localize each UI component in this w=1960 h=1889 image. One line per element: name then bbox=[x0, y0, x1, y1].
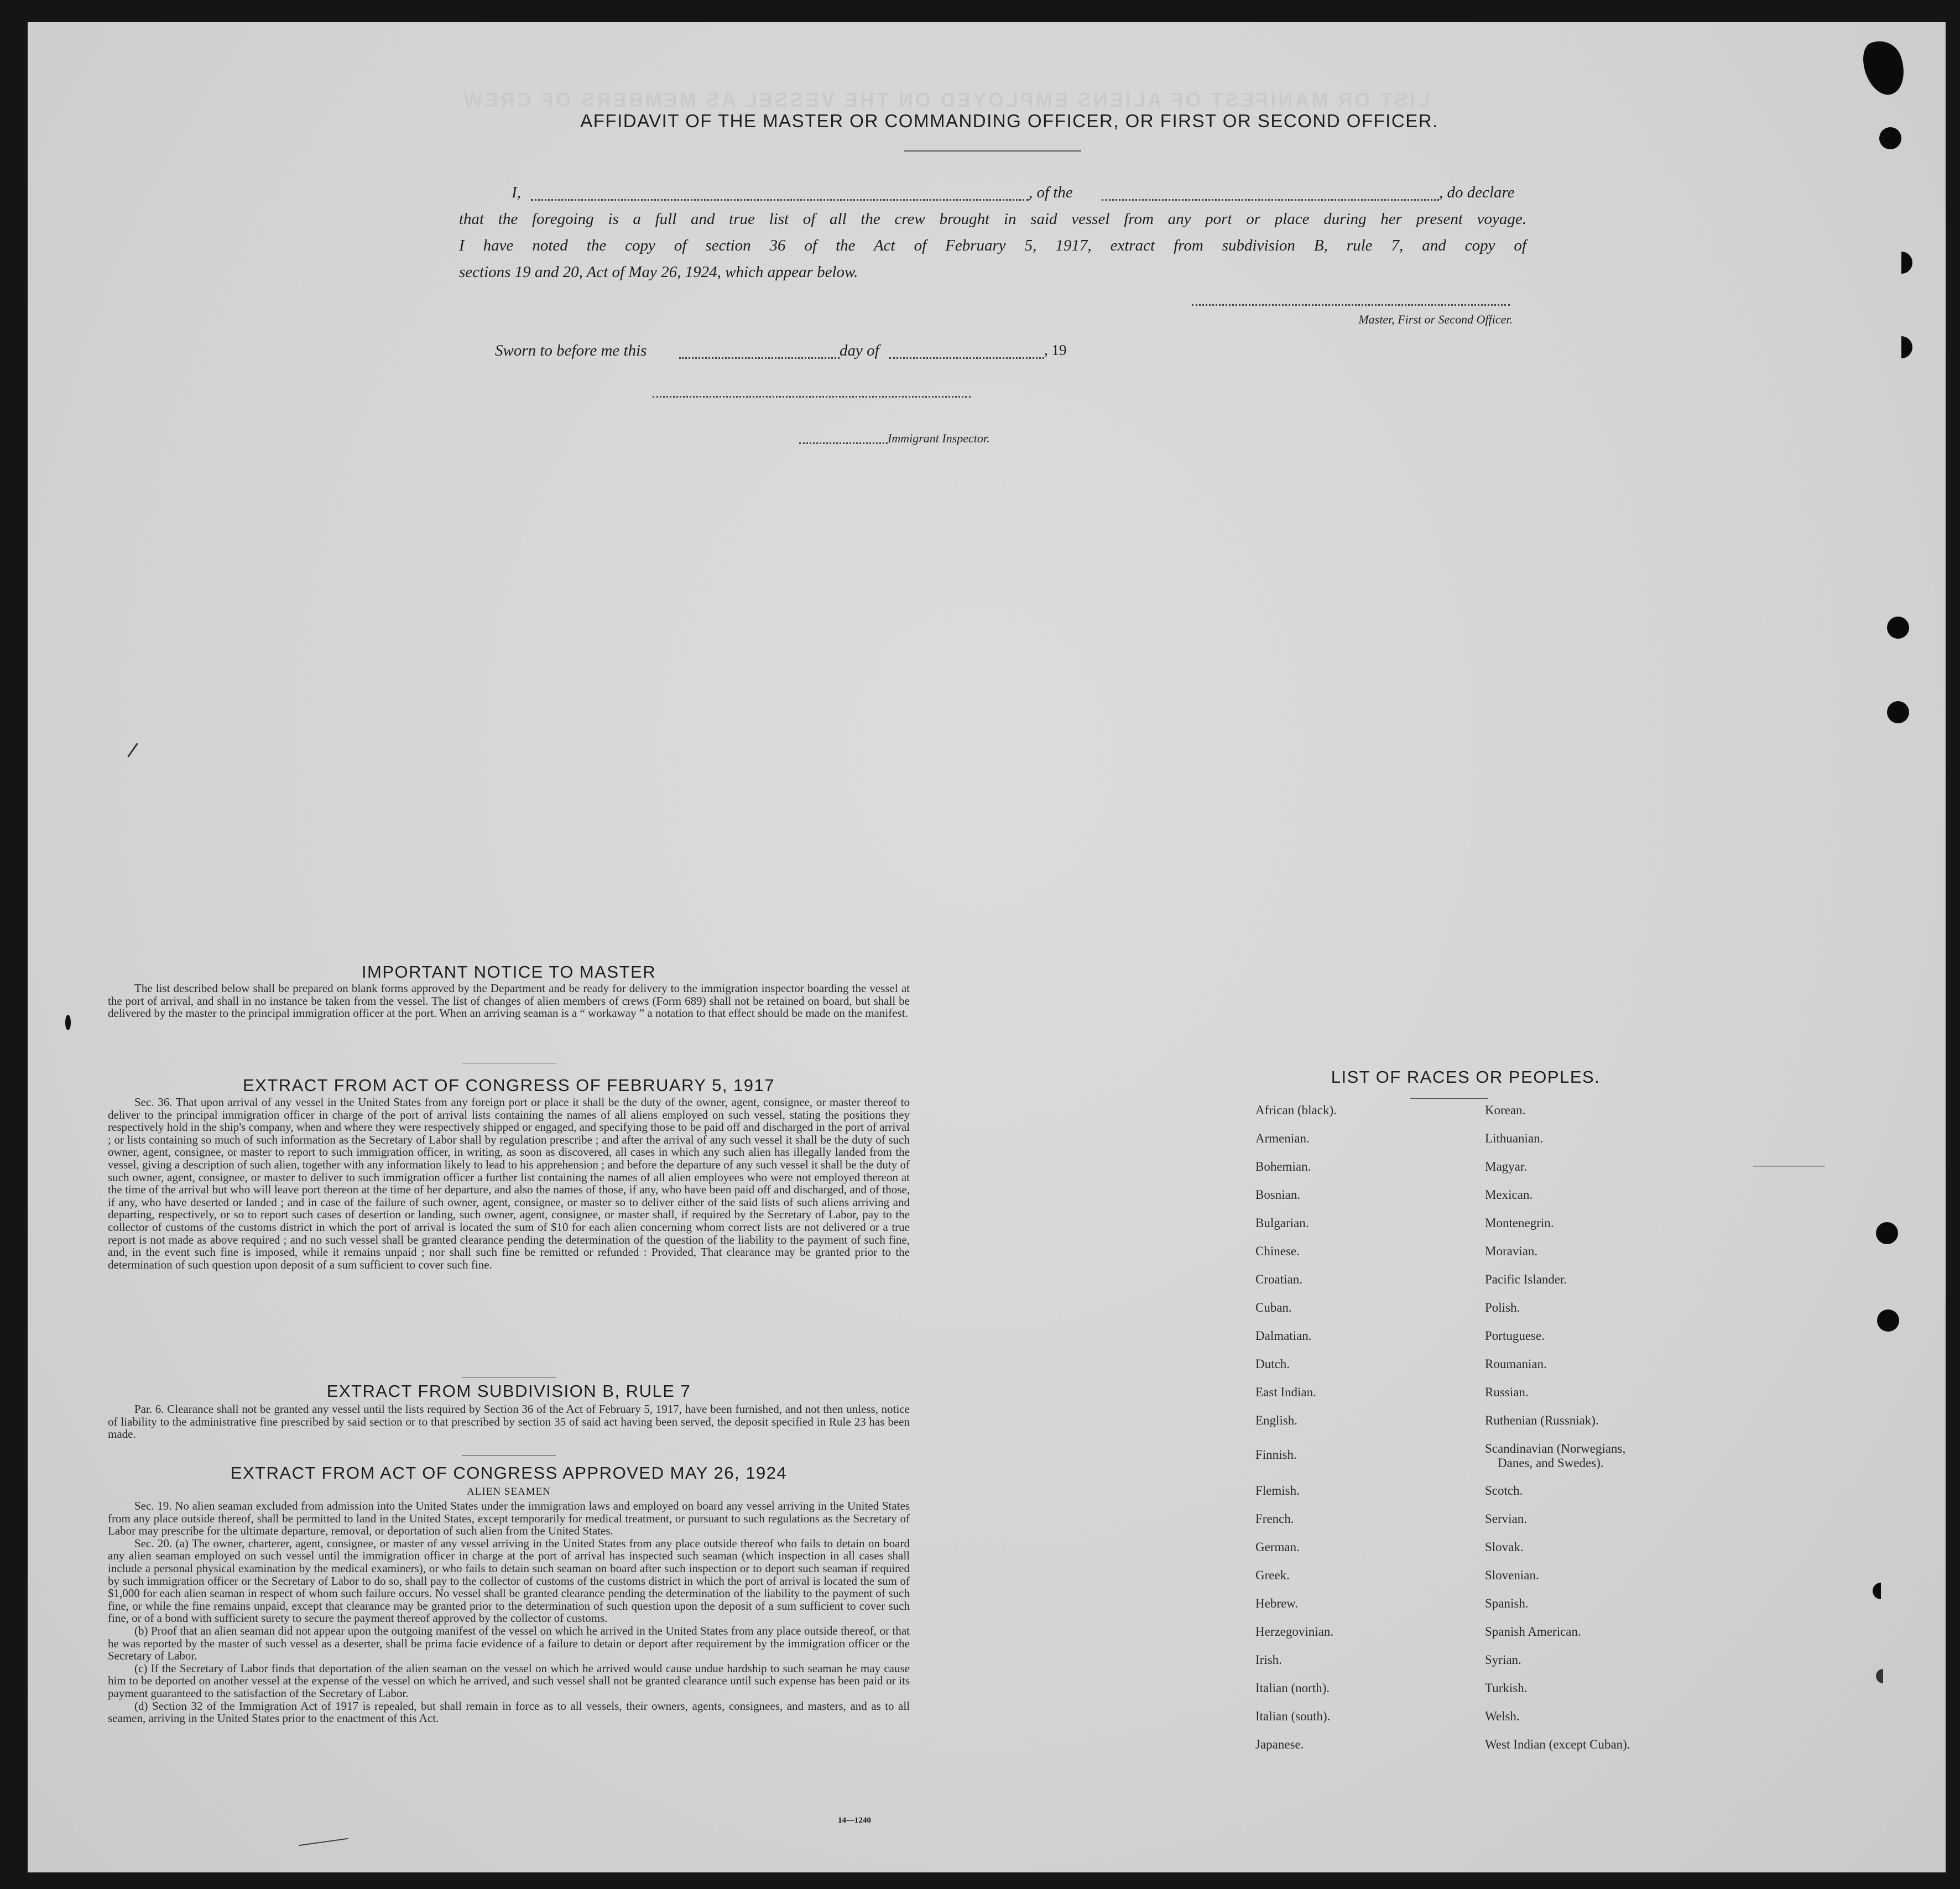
race-item: Moravian. bbox=[1485, 1244, 1538, 1258]
sec-20a-text: Sec. 20. (a) The owner, charterer, agent, consignee, or master of any vessel arriving in the United States from any place outside thereof who fails to detain on board any alien seaman employed on such vessel until the immigration officer in charge at the port of arrival has inspected such seaman (which inspection in all cases shall include a personal physical examination by the medical examiners), or who fails to detain such seaman on board after such inspection or to deport such seaman if required by such immigration officer or the Secretary of Labor to do so, shall pay to the collector of customs of the customs district in which the port of arrival is located the sum of $1,000 for each alien seaman in respect of whom such failure occurs. No vessel shall be granted clearance pending the determination of the liability to the payment of such fine, or while the fine remains unpaid, except that clearance may be granted prior to the determination of such question upon the deposit of a sum sufficient to cover such fine, or of a bond with sufficient surety to secure the payment thereof approved by the collector of customs. bbox=[108, 1536, 910, 1625]
race-item: Armenian. bbox=[1255, 1131, 1310, 1145]
punch-hole-icon bbox=[1879, 127, 1901, 149]
race-item: Pacific Islander. bbox=[1485, 1272, 1567, 1286]
race-item: Polish. bbox=[1485, 1301, 1520, 1314]
race-item: Montenegrin. bbox=[1485, 1216, 1554, 1230]
bleed-through-header: LIST OR MANIFEST OF ALIENS EMPLOYED ON THE VESSEL AS MEMBERS OF CREW bbox=[461, 88, 1430, 111]
punch-hole-icon bbox=[1887, 701, 1909, 723]
extract-1917-body bbox=[108, 1096, 910, 1271]
race-item: German. bbox=[1255, 1540, 1300, 1554]
sec-19-text: Sec. 19. No alien seaman excluded from admission into the United States under the immigration laws and employed on board any vessel arriving in the United States from any place outside thereof, shall be permitted to land in the United States, except temporarily for medical treatment, or pursuant to such regulations as the Secretary of Labor may prescribe for the ultimate departure, removal, or deportation of such alien from the United States. bbox=[108, 1499, 910, 1538]
title-divider bbox=[904, 150, 1081, 152]
punch-hole-icon bbox=[1876, 1222, 1898, 1244]
divider bbox=[1410, 1098, 1488, 1099]
scan-border-left bbox=[0, 0, 28, 1889]
race-item: Spanish. bbox=[1485, 1596, 1529, 1610]
scan-border-top bbox=[0, 0, 1960, 22]
sworn-month-blank bbox=[889, 357, 1044, 359]
extract-1924-body bbox=[108, 1500, 910, 1725]
inspector-name-blank bbox=[799, 442, 888, 444]
race-item: Korean. bbox=[1485, 1103, 1526, 1117]
race-item: Italian (south). bbox=[1255, 1709, 1331, 1723]
notice-title: IMPORTANT NOTICE TO MASTER bbox=[361, 962, 656, 982]
punch-hole-icon bbox=[1876, 1669, 1890, 1683]
race-item: Italian (north). bbox=[1255, 1681, 1330, 1695]
inspector-signature-blank bbox=[653, 396, 971, 398]
form-number: 14—1240 bbox=[838, 1816, 871, 1825]
race-item: Portuguese. bbox=[1485, 1329, 1545, 1343]
affidavit-do-declare: , do declare bbox=[1439, 184, 1515, 201]
scan-border-bottom bbox=[0, 1872, 1960, 1889]
race-item: African (black). bbox=[1255, 1103, 1337, 1117]
race-item: Bulgarian. bbox=[1255, 1216, 1309, 1230]
declaration-line-2: that the foregoing is a full and true list of all the crew brought in said vessel from any port or place during her present voyage. bbox=[459, 210, 1526, 228]
race-item: West Indian (except Cuban). bbox=[1485, 1737, 1630, 1751]
race-item: Syrian. bbox=[1485, 1653, 1521, 1667]
sec-20c-text: (c) If the Secretary of Labor finds that deportation of the alien seaman on the vessel on which he arrived would cause undue hardship to such seaman he may cause him to be deported on another vessel at the expense of the vessel on which he arrived, and such vessel shall not be granted clearance until such expense has been paid or its payment guaranteed to the satisfaction of the Secretary of Labor. bbox=[108, 1661, 910, 1700]
declaration-line-3: I have noted the copy of section 36 of the Act of February 5, 1917, extract from subdivision B, rule 7, and copy of bbox=[459, 237, 1526, 254]
race-item: Russian. bbox=[1485, 1385, 1529, 1399]
race-item: Irish. bbox=[1255, 1653, 1282, 1667]
divider bbox=[462, 1455, 556, 1456]
race-item: Ruthenian (Russniak). bbox=[1485, 1413, 1599, 1427]
race-item: Slovenian. bbox=[1485, 1568, 1539, 1582]
affidavit-i-label: I, bbox=[512, 184, 521, 201]
extract-rule7-body bbox=[108, 1403, 910, 1441]
race-item: Bohemian. bbox=[1255, 1160, 1311, 1173]
extract-1917-title: EXTRACT FROM ACT OF CONGRESS OF FEBRUARY 5, 1917 bbox=[242, 1076, 775, 1095]
race-item: Dutch. bbox=[1255, 1357, 1290, 1371]
race-item: Roumanian. bbox=[1485, 1357, 1547, 1371]
race-item: Greek. bbox=[1255, 1568, 1290, 1582]
race-item: Finnish. bbox=[1255, 1448, 1297, 1462]
punch-hole-icon bbox=[1890, 252, 1912, 274]
stray-mark bbox=[127, 743, 138, 757]
race-item: Servian. bbox=[1485, 1512, 1528, 1526]
sworn-year-prefix: , 19 bbox=[1044, 342, 1067, 358]
vessel-blank bbox=[1102, 199, 1439, 201]
race-item: Mexican. bbox=[1485, 1188, 1533, 1202]
sworn-day-of: day of bbox=[840, 342, 879, 359]
sec-20b-text: (b) Proof that an alien seaman did not appear upon the outgoing manifest of the vessel on which he arrived in the United States from any place outside thereof, or that he was reported by the master of such vessel as a deserter, shall be prima facie evidence of a failure to detain or deport after requirement by the immigration officer or the Secretary of Labor. bbox=[108, 1624, 910, 1663]
race-item: Spanish American. bbox=[1485, 1625, 1581, 1638]
name-blank bbox=[531, 199, 1029, 201]
races-list bbox=[1255, 1103, 1698, 1767]
sec-20d-text: (d) Section 32 of the Immigration Act of 1917 is repealed, but shall remain in force as to all vessels, their owners, agents, consignees, and masters, and as to all seamen, arriving in the United States prior to the enactment of this Act. bbox=[108, 1699, 910, 1725]
race-item: Croatian. bbox=[1255, 1272, 1302, 1286]
race-item: French. bbox=[1255, 1512, 1294, 1526]
race-item: English. bbox=[1255, 1413, 1298, 1427]
race-item: Slovak. bbox=[1485, 1540, 1524, 1554]
stray-mark bbox=[299, 1838, 348, 1846]
race-item: Cuban. bbox=[1255, 1301, 1292, 1314]
race-item: Welsh. bbox=[1485, 1709, 1520, 1723]
sworn-prefix: Sworn to before me this bbox=[495, 342, 647, 359]
stray-mark bbox=[65, 1015, 71, 1030]
signature-blank bbox=[1192, 304, 1510, 306]
punch-hole-icon bbox=[1887, 617, 1909, 639]
race-item: Turkish. bbox=[1485, 1681, 1528, 1695]
race-item: Danes, and Swedes). bbox=[1498, 1456, 1604, 1470]
sworn-day-blank bbox=[679, 357, 840, 359]
race-item: Flemish. bbox=[1255, 1484, 1300, 1497]
par-6-text: Par. 6. Clearance shall not be granted any vessel until the lists required by Section 36 of the Act of February 5, 1917, have been furnished, and not then unless, notice of liability to the administrative fine prescribed by said section or to that prescribed by section 35 of said act having been served, the deposit specified in Rule 23 has been made. bbox=[108, 1402, 910, 1441]
affidavit-title: AFFIDAVIT OF THE MASTER OR COMMANDING OFFICER, OR FIRST OR SECOND OFFICER. bbox=[580, 111, 1438, 131]
race-item: East Indian. bbox=[1255, 1385, 1316, 1399]
extract-rule7-title: EXTRACT FROM SUBDIVISION B, RULE 7 bbox=[326, 1381, 691, 1401]
race-item: Scotch. bbox=[1485, 1484, 1523, 1497]
notice-body bbox=[108, 982, 910, 1020]
scan-border-right bbox=[1946, 0, 1960, 1889]
torn-corner-icon bbox=[1857, 35, 1912, 100]
notice-text: The list described below shall be prepared on blank forms approved by the Department and be ready for delivery to the immigration inspector boarding the vessel at the port of arrival, and shall in no instance be taken from the vessel. The list of changes of alien members of crews (Form 689) shall not be retained on board, but shall be delivered by the master to the principal immigration officer at the port. When an arriving seaman is a “ workaway ” a notation to that effect should be made on the manifest. bbox=[108, 982, 910, 1020]
races-title: LIST OF RACES OR PEOPLES. bbox=[1331, 1067, 1601, 1087]
punch-hole-icon bbox=[1890, 336, 1912, 358]
race-item: Magyar. bbox=[1485, 1160, 1528, 1173]
signature-caption: Master, First or Second Officer. bbox=[1358, 312, 1513, 326]
punch-hole-icon bbox=[1873, 1583, 1889, 1599]
extract-1924-title: EXTRACT FROM ACT OF CONGRESS APPROVED MAY 26, 1924 bbox=[230, 1463, 788, 1483]
race-item: Herzegovinian. bbox=[1255, 1625, 1334, 1638]
race-item: Hebrew. bbox=[1255, 1596, 1299, 1610]
inspector-caption: Immigrant Inspector. bbox=[888, 431, 990, 445]
sec-36-text: Sec. 36. That upon arrival of any vessel in the United States from any foreign port or place it shall be the duty of the owner, agent, consignee, or master thereof to deliver to the principal immigration officer in charge of the port of arrival lists containing the names of all aliens employed on such vessel, stating the positions they respectively hold in the ship's company, when and where they were respectively shipped or engaged, and specifying those to be paid off and discharged in the port of arrival ; or lists containing so much of such information as the Secretary of Labor shall by regulation prescribe ; and after the arrival of any such vessel it shall be the duty of such owner, agent, consignee, or master to report to such immigration officer, in writing, as soon as discovered, all cases in which any such alien has illegally landed from the vessel, giving a description of such alien, together with any information likely to lead to his apprehension ; and before the departure of any such vessel it shall be the duty of such owner, agent, consignee, or master to deliver to such immigration officer a further list containing the names of all alien employees who were not employed thereon at the time of the arrival but who will leave port thereon at the time of her departure, and also the names of those, if any, who have been paid off and discharged, and of those, if any, who have deserted or landed ; and in case of the failure of such owner, agent, consignee, or master so to deliver either of the said lists of such aliens arriving and departing, respectively, or so to report such cases of desertion or landing, such owner, agent, consignee, or master shall, if required by the Secretary of Labor, pay to the collector of customs of the customs district in which the port of arrival is located the sum of $10 for each alien concerning whom correct lists are not delivered or a true report is not made as above required ; and no such vessel shall be granted clearance pending the determination of the question of the liability to the payment of such fine, and, in the event such fine is imposed, while it remains unpaid ; nor shall such fine be remitted or refunded : Provided, That clearance may be granted prior to the determination of such question upon deposit of a sum sufficient to cover such fine. bbox=[108, 1095, 910, 1271]
affidavit-of-the: , of the bbox=[1029, 184, 1073, 201]
race-item: Bosnian. bbox=[1255, 1188, 1301, 1202]
declaration-line-4: sections 19 and 20, Act of May 26, 1924, which appear below. bbox=[459, 263, 858, 281]
race-item: Dalmatian. bbox=[1255, 1329, 1312, 1343]
stray-mark bbox=[1753, 1166, 1825, 1167]
race-item: Scandinavian (Norwegians, bbox=[1485, 1442, 1626, 1455]
punch-hole-icon bbox=[1877, 1309, 1899, 1332]
race-item: Lithuanian. bbox=[1485, 1131, 1544, 1145]
race-item: Chinese. bbox=[1255, 1244, 1300, 1258]
alien-seamen-subtitle: ALIEN SEAMEN bbox=[467, 1486, 551, 1497]
race-item: Japanese. bbox=[1255, 1737, 1304, 1751]
